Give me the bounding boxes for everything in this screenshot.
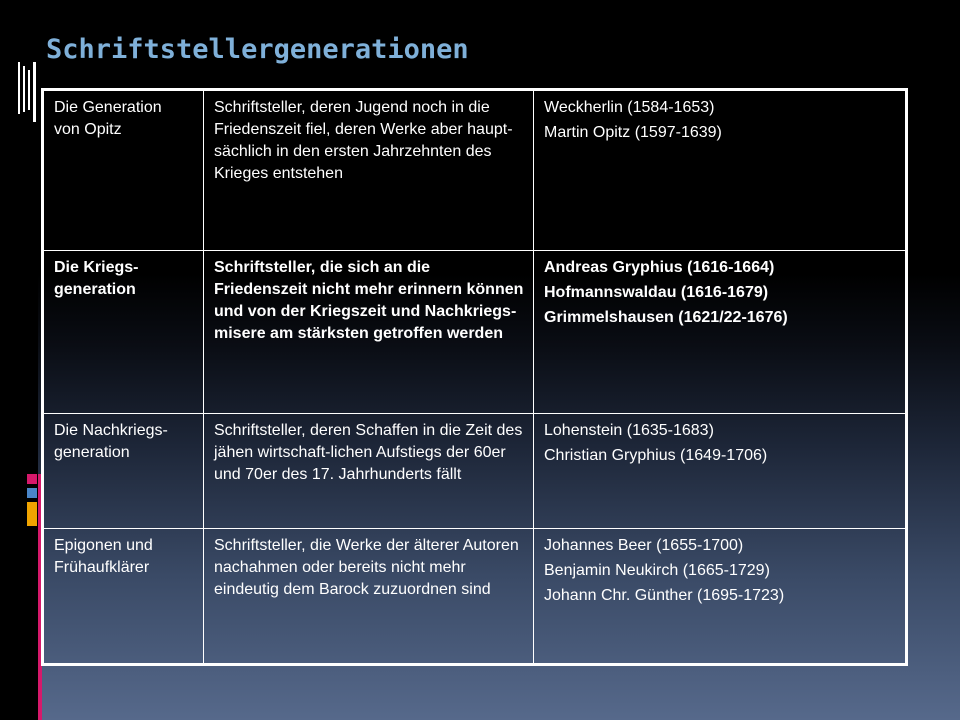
authors-cell bbox=[534, 90, 907, 251]
author-name: Johannes Beer (1655-1700) bbox=[544, 537, 744, 554]
accent-square-blue bbox=[27, 488, 37, 498]
description-cell: Schriftsteller, die sich an die Friedenszeit nicht mehr erinnern können und von der Kriegszeit und Nachkriegs-misere am stärksten getroffen werden bbox=[204, 251, 534, 414]
accent-square-pink bbox=[27, 474, 37, 484]
author-name: Grimmelshausen (1621/22-1676) bbox=[544, 309, 788, 326]
authors-cell bbox=[534, 251, 907, 414]
table-row bbox=[43, 529, 907, 665]
authors-cell bbox=[534, 414, 907, 529]
generation-cell: Die Nachkriegs- generation bbox=[43, 414, 204, 529]
author-name: Johann Chr. Günther (1695-1723) bbox=[544, 587, 785, 604]
author-name: Lohenstein (1635-1683) bbox=[544, 422, 714, 439]
table-row bbox=[43, 251, 907, 414]
table-row bbox=[43, 414, 907, 529]
author-name: Andreas Gryphius (1616-1664) bbox=[544, 259, 775, 276]
generation-cell: Die Kriegs- generation bbox=[43, 251, 204, 414]
slide-title: Schriftstellergenerationen bbox=[46, 34, 469, 65]
description-cell: Schriftsteller, deren Jugend noch in die Friedenszeit fiel, deren Werke aber haupt-sächlich in den ersten Jahrzehnten des Krieges entstehen bbox=[204, 90, 534, 251]
author-name: Martin Opitz (1597-1639) bbox=[544, 124, 722, 141]
description-cell: Schriftsteller, die Werke der älterer Autoren nachahmen oder bereits nicht mehr eindeutig dem Barock zuzuordnen sind bbox=[204, 529, 534, 665]
author-name: Weckherlin (1584-1653) bbox=[544, 99, 715, 116]
author-name: Hofmannswaldau (1616-1679) bbox=[544, 284, 769, 301]
table-row bbox=[43, 90, 907, 251]
authors-cell bbox=[534, 529, 907, 665]
description-cell: Schriftsteller, deren Schaffen in die Zeit des jähen wirtschaft-lichen Aufstiegs der 60er und 70er des 17. Jahrhunderts fällt bbox=[204, 414, 534, 529]
generation-cell: Die Generation von Opitz bbox=[43, 90, 204, 251]
author-name: Benjamin Neukirch (1665-1729) bbox=[544, 562, 770, 579]
accent-square-orange bbox=[27, 502, 37, 526]
generation-cell: Epigonen und Frühaufklärer bbox=[43, 529, 204, 665]
author-name: Christian Gryphius (1649-1706) bbox=[544, 447, 768, 464]
generations-table bbox=[41, 88, 908, 666]
